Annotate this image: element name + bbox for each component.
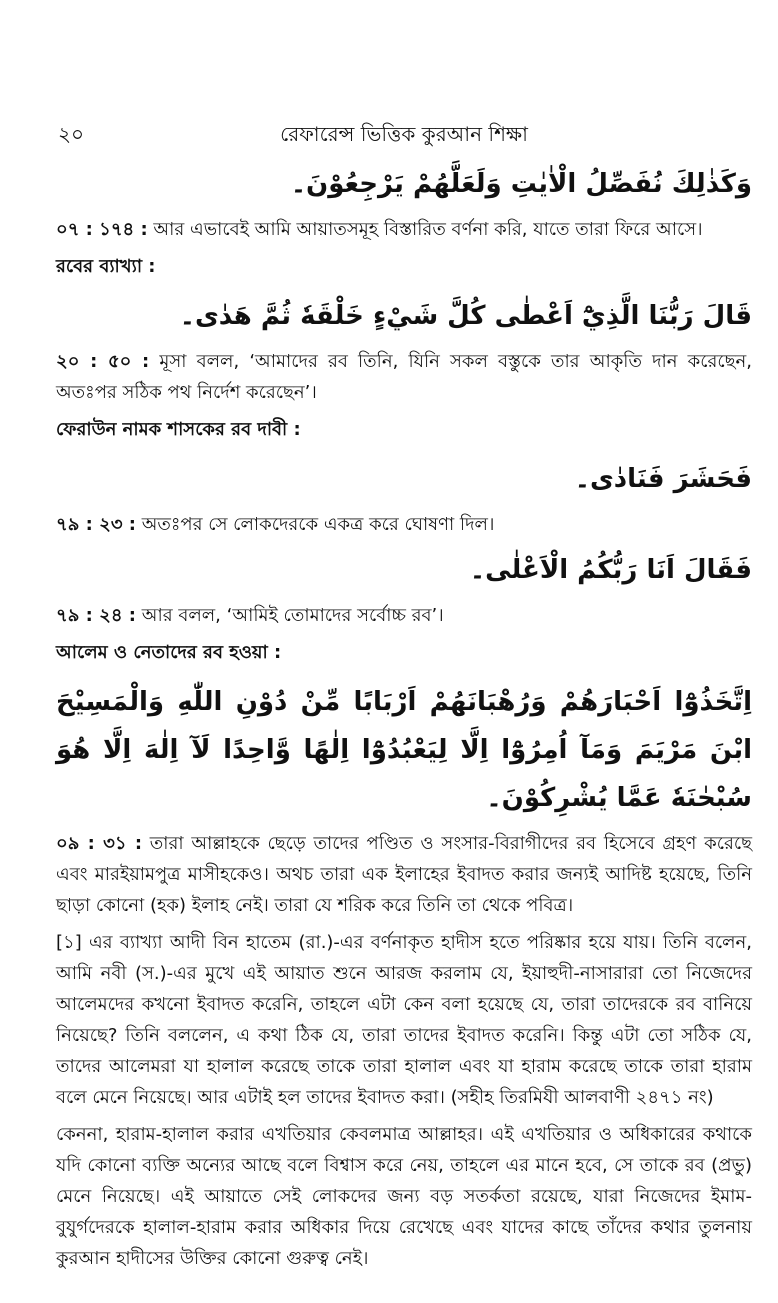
body-paragraph: কেননা, হারাম-হালাল করার এখতিয়ার কেবলমাত্র আল্লাহর। এই এখতিয়ার ও অধিকারের কথাকে যদি কোনো ব্যক্তি অন্যের আছে বলে বিশ্বাস করে নেয়, তাহলে এর মানে হবে, সে তাকে রব (প্রভু) মেনে নিয়েছে। এই আয়াতে সেই লোকদের জন্য বড় সতর্কতা রয়েছে, যারা নিজেদের ইমাম-বুযুর্গদেরকে হালাল-হারাম করার অধিকার দিয়ে রেখেছে এবং যাদের কাছে তাঁদের কথার তুলনায় কুরআন হাদীসের উক্তির কোনো গুরুত্ব নেই।: [56, 1124, 752, 1269]
page-number: ২০: [58, 122, 85, 146]
translation-text: মূসা বলল, ‘আমাদের রব তিনি, যিনি সকল বস্তুকে তার আকৃতি দান করেছেন, অতঃপর সঠিক পথ নির্দেশ করেছেন’।: [56, 351, 752, 403]
translation-paragraph: [56, 600, 752, 631]
verse-reference: ০৭ : ১৭৪ :: [56, 219, 148, 240]
running-title: রেফারেন্স ভিত্তিক কুরআন শিক্ষা: [280, 122, 528, 146]
verse-reference: ০৯ : ৩১ :: [56, 833, 143, 854]
section-heading: ফেরাউন নামক শাসকের রব দাবী :: [56, 419, 301, 440]
translation-paragraph: [56, 509, 752, 540]
translation-text: আর এভাবেই আমি আয়াতসমূহ বিস্তারিত বর্ণনা করি, যাতে তারা ফিরে আসে।: [153, 219, 703, 240]
verse-reference: ৭৯ : ২৪ :: [56, 605, 136, 626]
translation-text: তারা আল্লাহকে ছেড়ে তাদের পণ্ডিত ও সংসার-বিরাগীদের রব হিসেবে গ্রহণ করেছে এবং মারইয়ামপুত্র মাসীহকেও। অথচ তারা এক ইলাহের ইবাদত করার জন্যই আদিষ্ট হয়েছে, তিনি ছাড়া কোনো (হক) ইলাহ নেই। তারা যে শরিক করে তিনি তা থেকে পবিত্র।: [56, 833, 752, 916]
section-heading: আলেম ও নেতাদের রব হওয়া :: [56, 642, 282, 663]
footnote-paragraph: [১] এর ব্যাখ্যা আদী বিন হাতেম (রা.)-এর বর্ণনাকৃত হাদীস হতে পরিষ্কার হয়ে যায়। তিনি বলেন, আমি নবী (স.)-এর মুখে এই আয়াত শুনে আরজ করলাম যে, ইয়াহুদী-নাসারারা তো নিজেদের আলেমদের কখনো ইবাদত করেনি, তাহলে এটা কেন বলা হয়েছে যে, তারা তাদেরকে রব বানিয়ে নিয়েছে? তিনি বললেন, এ কথা ঠিক যে, তারা তাদের ইবাদত করেনি। কিন্তু এটা তো সঠিক যে, তাদের আলেমরা যা হালাল করেছে তাকে তারা হালাল এবং যা হারাম করেছে তাকে তারা হারাম বলে মেনে নিয়েছে। আর এটাই হল তাদের ইবাদত করা। (সহীহ তিরমিযী আলবাণী ২৪৭১ নং): [56, 932, 752, 1108]
arabic-verse: قَالَ رَبُّنَا الَّذِيْٓ اَعْطٰى كُلَّ شَيْءٍ خَلْقَهٗ ثُمَّ هَدٰى۔: [179, 301, 752, 331]
verse-reference: ২০ : ৫০ :: [56, 351, 150, 372]
translation-text: অতঃপর সে লোকদেরকে একত্র করে ঘোষণা দিল।: [141, 514, 495, 535]
translation-paragraph: [56, 346, 752, 408]
arabic-verse: فَحَشَرَ فَنَادٰى۔: [574, 464, 752, 494]
arabic-verse: فَقَالَ اَنَا رَبُّكُمُ الْاَعْلٰى۔: [469, 555, 752, 585]
translation-text: আর বলল, ‘আমিই তোমাদের সর্বোচ্চ রব’।: [141, 605, 444, 626]
page-header: [56, 118, 752, 152]
translation-paragraph: [56, 214, 752, 245]
translation-paragraph: [56, 828, 752, 921]
arabic-verse: اِتَّخَذُوْٓا اَحْبَارَهُمْ وَرُهْبَانَهُمْ اَرْبَابًا مِّنْ دُوْنِ اللّٰهِ وَالْمَسِيْحَ ابْنَ مَرْيَمَ وَمَآ اُمِرُوْٓا اِلَّا لِيَعْبُدُوْٓا اِلٰهًا وَّاحِدًا لَآ اِلٰهَ اِلَّا هُوَ سُبْحٰنَهٗ عَمَّا يُشْرِكُوْنَ۔: [56, 687, 752, 813]
section-heading: রবের ব্যাখ্যা :: [56, 256, 156, 277]
arabic-verse: وَكَذٰلِكَ نُفَصِّلُ الْاٰيٰتِ وَلَعَلَّهُمْ يَرْجِعُوْنَ۔: [290, 169, 752, 199]
verse-reference: ৭৯ : ২৩ :: [56, 514, 136, 535]
book-page: [56, 118, 752, 1280]
